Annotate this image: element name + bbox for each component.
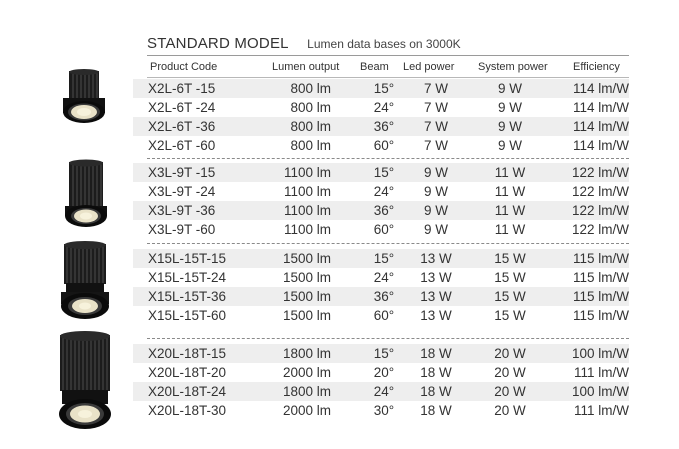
cell-system-power: 15 W — [494, 289, 526, 304]
cell-beam: 15° — [373, 346, 395, 361]
cell-efficiency: 111 lm/W — [573, 365, 629, 380]
cell-system-power: 15 W — [494, 308, 526, 323]
header-led-power: Led power — [403, 61, 455, 73]
group-divider — [147, 338, 629, 339]
cell-product-code: X20L-18T-24 — [148, 384, 227, 399]
cell-lumen-output: 1500 lm — [282, 251, 331, 266]
cell-system-power: 15 W — [494, 251, 526, 266]
title-text: STANDARD MODEL — [147, 35, 289, 52]
subtitle-text: Lumen data bases on 3000K — [307, 37, 461, 51]
header-divider — [147, 77, 629, 78]
table-row — [133, 382, 629, 401]
title-divider — [147, 55, 629, 56]
cell-lumen-output: 1100 lm — [283, 203, 331, 218]
cell-efficiency: 122 lm/W — [571, 165, 629, 180]
cell-lumen-output: 1500 lm — [282, 308, 331, 323]
cell-lumen-output: 800 lm — [290, 119, 331, 134]
cell-beam: 15° — [373, 165, 395, 180]
cell-led-power: 9 W — [423, 165, 448, 180]
table-row — [133, 117, 629, 136]
cell-system-power: 9 W — [497, 119, 522, 134]
cell-beam: 15° — [373, 81, 395, 96]
cell-system-power: 9 W — [497, 81, 522, 96]
cell-system-power: 20 W — [494, 365, 526, 380]
cell-lumen-output: 1500 lm — [282, 289, 331, 304]
cell-led-power: 13 W — [420, 308, 452, 323]
cell-beam: 15° — [373, 251, 395, 266]
cell-lumen-output: 1100 lm — [283, 184, 331, 199]
table-row — [133, 182, 629, 201]
table-row — [133, 163, 629, 182]
cell-efficiency: 114 lm/W — [572, 100, 629, 115]
cell-efficiency: 114 lm/W — [572, 138, 629, 153]
cell-beam: 36° — [373, 203, 395, 218]
table-row — [133, 287, 629, 306]
cell-system-power: 11 W — [494, 222, 526, 237]
cell-product-code: X20L-18T-20 — [148, 365, 227, 380]
cell-system-power: 20 W — [494, 403, 526, 418]
cell-led-power: 13 W — [420, 270, 452, 285]
cell-lumen-output: 800 lm — [290, 81, 331, 96]
cell-led-power: 9 W — [423, 184, 448, 199]
cell-lumen-output: 1100 lm — [283, 222, 331, 237]
cell-beam: 24° — [373, 184, 395, 199]
cell-efficiency: 111 lm/W — [573, 403, 629, 418]
cell-product-code: X2L-6T -36 — [148, 119, 216, 134]
cell-system-power: 11 W — [494, 184, 526, 199]
cell-efficiency: 114 lm/W — [572, 81, 629, 96]
cell-system-power: 9 W — [497, 138, 522, 153]
header-lumen-output: Lumen output — [272, 61, 340, 73]
table-row — [133, 344, 629, 363]
x3l-lamp-icon — [60, 158, 112, 230]
cell-efficiency: 115 lm/W — [572, 289, 629, 304]
table-row — [133, 401, 629, 420]
cell-lumen-output: 1100 lm — [283, 165, 331, 180]
cell-beam: 24° — [373, 100, 395, 115]
cell-led-power: 9 W — [423, 222, 448, 237]
cell-beam: 36° — [373, 119, 395, 134]
cell-led-power: 18 W — [420, 403, 452, 418]
cell-beam: 36° — [373, 289, 395, 304]
header-product-code: Product Code — [150, 61, 218, 73]
cell-beam: 24° — [373, 384, 395, 399]
cell-led-power: 18 W — [420, 346, 452, 361]
cell-led-power: 7 W — [423, 119, 448, 134]
table-row — [133, 136, 629, 155]
cell-efficiency: 122 lm/W — [571, 222, 629, 237]
table-row — [133, 98, 629, 117]
cell-product-code: X15L-15T-60 — [148, 308, 227, 323]
header-efficiency: Efficiency — [573, 61, 620, 73]
table-row — [133, 201, 629, 220]
table-row — [133, 249, 629, 268]
cell-beam: 60° — [373, 222, 395, 237]
cell-lumen-output: 2000 lm — [282, 365, 331, 380]
table-row — [133, 268, 629, 287]
cell-lumen-output: 2000 lm — [282, 403, 331, 418]
cell-beam: 30° — [373, 403, 395, 418]
table-row — [133, 306, 629, 325]
cell-beam: 24° — [373, 270, 395, 285]
cell-system-power: 20 W — [494, 346, 526, 361]
cell-led-power: 7 W — [423, 100, 448, 115]
cell-system-power: 9 W — [497, 100, 522, 115]
cell-efficiency: 115 lm/W — [572, 308, 629, 323]
cell-led-power: 7 W — [423, 138, 448, 153]
cell-product-code: X3L-9T -24 — [148, 184, 216, 199]
group-divider — [147, 158, 629, 159]
table-row — [133, 220, 629, 239]
cell-system-power: 15 W — [494, 270, 526, 285]
cell-product-code: X15L-15T-36 — [148, 289, 227, 304]
cell-lumen-output: 800 lm — [290, 100, 331, 115]
cell-lumen-output: 1800 lm — [282, 384, 331, 399]
cell-led-power: 18 W — [420, 365, 452, 380]
cell-beam: 60° — [373, 308, 395, 323]
x2l-lamp-icon — [56, 68, 112, 126]
cell-led-power: 9 W — [423, 203, 448, 218]
cell-led-power: 13 W — [420, 289, 452, 304]
cell-efficiency: 114 lm/W — [572, 119, 629, 134]
cell-product-code: X15L-15T-24 — [148, 270, 227, 285]
cell-efficiency: 100 lm/W — [571, 346, 629, 361]
cell-beam: 60° — [373, 138, 395, 153]
table-row — [133, 363, 629, 382]
cell-efficiency: 115 lm/W — [572, 270, 629, 285]
cell-product-code: X2L-6T -24 — [148, 100, 216, 115]
cell-efficiency: 122 lm/W — [571, 203, 629, 218]
x20l-lamp-icon — [52, 330, 118, 434]
cell-lumen-output: 1500 lm — [282, 270, 331, 285]
group-divider — [147, 243, 629, 244]
header-system-power: System power — [478, 61, 548, 73]
cell-product-code: X15L-15T-15 — [148, 251, 227, 266]
x15l-lamp-icon — [56, 240, 114, 322]
cell-system-power: 11 W — [494, 165, 526, 180]
cell-led-power: 18 W — [420, 384, 452, 399]
cell-efficiency: 122 lm/W — [571, 184, 629, 199]
cell-led-power: 13 W — [420, 251, 452, 266]
cell-efficiency: 100 lm/W — [571, 384, 629, 399]
cell-product-code: X3L-9T -15 — [148, 165, 216, 180]
cell-product-code: X2L-6T -60 — [148, 138, 216, 153]
cell-led-power: 7 W — [423, 81, 448, 96]
header-beam: Beam — [360, 61, 389, 73]
cell-beam: 20° — [373, 365, 395, 380]
cell-product-code: X20L-18T-15 — [148, 346, 227, 361]
table-title — [147, 35, 461, 53]
cell-product-code: X2L-6T -15 — [148, 81, 216, 96]
cell-lumen-output: 1800 lm — [282, 346, 331, 361]
cell-system-power: 11 W — [494, 203, 526, 218]
cell-product-code: X20L-18T-30 — [148, 403, 227, 418]
cell-efficiency: 115 lm/W — [572, 251, 629, 266]
cell-product-code: X3L-9T -60 — [148, 222, 216, 237]
cell-system-power: 20 W — [494, 384, 526, 399]
table-row — [133, 79, 629, 98]
cell-lumen-output: 800 lm — [290, 138, 331, 153]
cell-product-code: X3L-9T -36 — [148, 203, 216, 218]
